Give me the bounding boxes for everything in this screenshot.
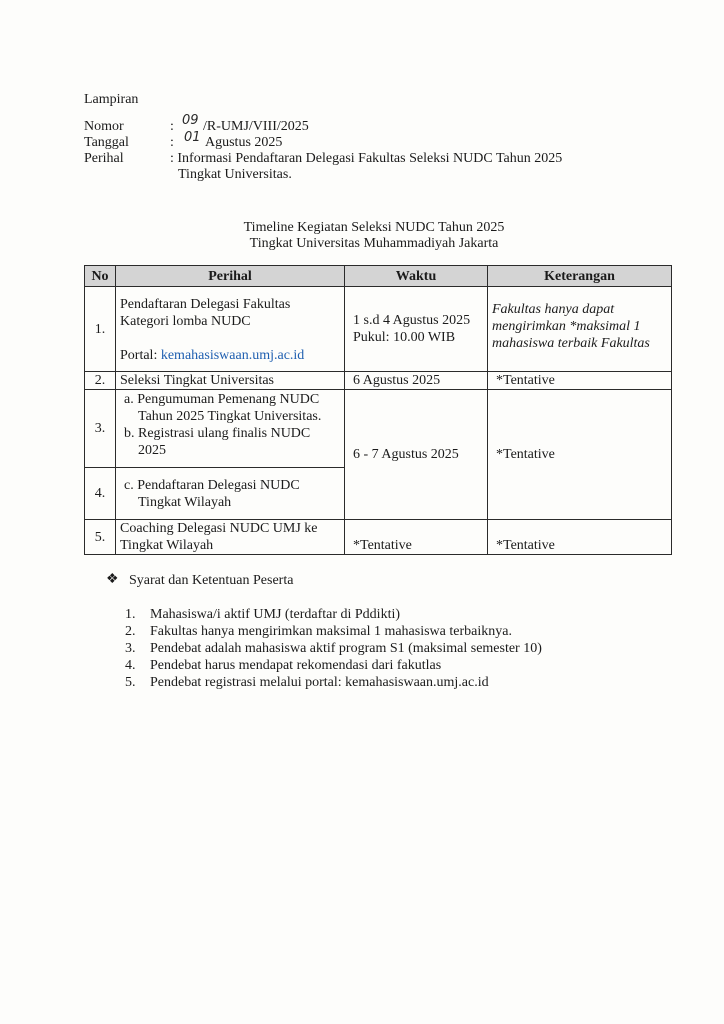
tanggal-colon: : (170, 135, 174, 150)
row1-ket-line3: mahasiswa terbaik Fakultas (492, 336, 650, 351)
header-keterangan: Keterangan (488, 266, 672, 287)
row1-ket-line2: mengirimkan *maksimal 1 (492, 319, 641, 334)
row3-a-line1: a. Pengumuman Pemenang NUDC (124, 392, 320, 407)
row3-no: 3. (85, 390, 116, 468)
row3-perihal (116, 390, 345, 468)
list-item: 5. Pendebat registrasi melalui portal: kemahasiswaan.umj.ac.id (125, 675, 489, 690)
tanggal-value: Agustus 2025 (205, 135, 283, 150)
row1-no: 1. (85, 287, 116, 372)
row1-keterangan (488, 287, 672, 372)
row1-portal (120, 347, 340, 364)
timeline-title-line2: Tingkat Universitas Muhammadiyah Jakarta (249, 236, 499, 251)
list-item: 2. Fakultas hanya mengirimkan maksimal 1 mahasiswa terbaiknya. (125, 624, 512, 639)
row1-perihal-line1: Pendaftaran Delegasi Fakultas (120, 297, 291, 312)
row3-b-line1: b. Registrasi ulang finalis NUDC (124, 426, 311, 441)
row1-portal-label: Portal: (120, 348, 161, 363)
row3-b-line2: 2025 (138, 443, 166, 458)
row1-waktu-line1: 1 s.d 4 Agustus 2025 (353, 313, 471, 328)
tanggal-handwritten: 01 (184, 130, 201, 145)
list-item: 1. Mahasiswa/i aktif UMJ (terdaftar di Pddikti) (125, 607, 401, 622)
row1-ket-line1: Fakultas hanya dapat (492, 302, 615, 317)
row2-waktu: 6 Agustus 2025 (345, 372, 488, 390)
row4-c-line1: c. Pendaftaran Delegasi NUDC (124, 478, 300, 493)
table-row (85, 287, 672, 372)
row5-no: 5. (85, 520, 116, 555)
row5-keterangan: *Tentative (488, 520, 672, 555)
table-row (85, 520, 672, 555)
row1-perihal-line2: Kategori lomba NUDC (120, 314, 251, 329)
header-perihal: Perihal (116, 266, 345, 287)
lampiran-label: Lampiran (84, 92, 139, 107)
row2-keterangan: *Tentative (488, 372, 672, 390)
syarat-list (125, 606, 542, 691)
timeline-table (84, 265, 672, 555)
row1-perihal (116, 287, 345, 372)
header-no: No (85, 266, 116, 287)
row3-a-line2: Tahun 2025 Tingkat Universitas. (138, 409, 322, 424)
timeline-title-line1: Timeline Kegiatan Seleksi NUDC Tahun 2025 (243, 220, 505, 235)
row1-waktu-line2: Pukul: 10.00 WIB (353, 330, 456, 345)
tanggal-label: Tanggal (84, 135, 129, 150)
row4-perihal (116, 468, 345, 520)
row3-4-keterangan: *Tentative (488, 390, 672, 520)
list-item: 4. Pendebat harus mendapat rekomendasi dari fakutlas (125, 658, 442, 673)
perihal-value-line2: Tingkat Universitas. (178, 167, 292, 182)
row4-c-line2: Tingkat Wilayah (138, 495, 232, 510)
row1-waktu (345, 287, 488, 372)
nomor-value: /R-UMJ/VIII/2025 (203, 119, 309, 134)
header-waktu: Waktu (345, 266, 488, 287)
nomor-handwritten: 09 (182, 113, 199, 128)
portal-link[interactable]: kemahasiswaan.umj.ac.id (160, 348, 305, 363)
row4-no: 4. (85, 468, 116, 520)
row5-perihal-line1: Coaching Delegasi NUDC UMJ ke (120, 521, 318, 536)
syarat-heading: Syarat dan Ketentuan Peserta (129, 573, 294, 588)
table-header-row (85, 266, 672, 287)
row2-perihal: Seleksi Tingkat Universitas (116, 372, 345, 390)
syarat-bullet-icon: ❖ (106, 572, 119, 587)
row5-perihal (116, 520, 345, 555)
table-row (85, 372, 672, 390)
row2-no: 2. (85, 372, 116, 390)
nomor-colon: : (170, 119, 174, 134)
perihal-value-line1: : Informasi Pendaftaran Delegasi Fakultas Seleksi NUDC Tahun 2025 (170, 151, 563, 166)
row3-4-waktu: 6 - 7 Agustus 2025 (345, 390, 488, 520)
row5-perihal-line2: Tingkat Wilayah (120, 538, 214, 553)
table-row (85, 390, 672, 468)
row5-waktu: *Tentative (345, 520, 488, 555)
nomor-label: Nomor (84, 119, 124, 134)
list-item: 3. Pendebat adalah mahasiswa aktif program S1 (maksimal semester 10) (125, 641, 542, 656)
perihal-label: Perihal (84, 151, 124, 166)
